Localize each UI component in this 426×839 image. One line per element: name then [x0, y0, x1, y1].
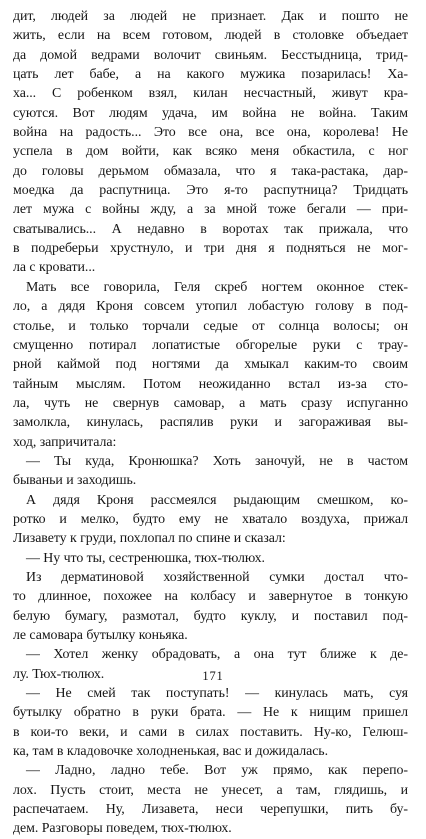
text-line: жить, если на всем готовом, людей в столовке объедает	[13, 28, 408, 44]
text-line: моедка да распутница. Это я-то распутница? Тридцать	[13, 183, 408, 199]
text-line: рной каймой под ногтями да хмыкал каким-то своим	[13, 357, 408, 373]
text-line: ло, а дядя Кроня совсем утопил лобастую голову в под-	[13, 299, 408, 315]
text-line: лу. Тюх-тюлюх.	[13, 666, 105, 682]
text-line: — Ну что ты, сестренюшка, тюх-тюлюх.	[26, 550, 265, 566]
text-line: ла с кровати...	[13, 260, 96, 276]
text-line: сватывались... А недавно в воротах так прижала, что	[13, 221, 408, 237]
text-line: столье, и только торчали седые от солнца волосы; он	[13, 318, 408, 334]
text-line: Из дерматиновой хозяйственной сумки достал что-	[26, 569, 408, 585]
text-line: ха... С робенком взял, килан несчастный, живут кра-	[13, 86, 408, 102]
text-line: лох. Пусть стоит, места не унесет, а там, глядишь, и	[13, 782, 408, 798]
text-line: то длинное, похожее на колбасу и завернутое в тонкую	[13, 589, 408, 605]
text-line: бываньи и заходишь.	[13, 473, 137, 489]
text-line: успела в дом войти, как всяко меня обкастила, с ног	[13, 144, 408, 160]
text-line: ход, запричитала:	[13, 434, 117, 450]
text-line: цать лет бабе, а на какого мужика позарилась! Ха-	[13, 67, 408, 83]
text-line: в кои-то веки, и сами в силах поставить. Ну-ко, Гелюш-	[13, 724, 408, 740]
text-line: суются. Вот людям удача, им война не война. Таким	[13, 105, 408, 121]
body-text	[13, 7, 408, 839]
text-line: тайным мыслям. Потом неожиданно встал из-за сто-	[13, 376, 408, 392]
text-line: распечатаем. Ну, Лизавета, неси черепушки, пить бу-	[13, 802, 408, 818]
text-line: ле самовара бутылку коньяка.	[13, 628, 188, 643]
text-line: — Ты куда, Кронюшка? Хоть заночуй, не в частом	[26, 453, 408, 469]
text-line: дит, людей за людей не признает. Дак и пошто не	[13, 9, 408, 24]
text-line: да домой ведрами волочит свиньям. Бесстыдница, трид-	[13, 47, 408, 63]
text-line: А дядя Кроня рассмеялся рыдающим смешком, ко-	[26, 492, 408, 508]
text-line: Мать все говорила, Геля скреб ногтем оконное стек-	[26, 279, 408, 295]
text-line: дем. Разговоры поведем, тюх-тюлюх.	[13, 821, 232, 837]
text-line: Лизавету к груди, похлопал по спине и сказал:	[13, 531, 286, 547]
text-line: ла, чуть не свернув самовар, а мать сразу испуганно	[13, 395, 408, 411]
text-line: белую бумагу, размотал, будто куклу, и поставил под-	[13, 608, 408, 624]
text-line: ротко и мелко, будто ему не хватало воздуха, прижал	[13, 511, 408, 527]
text-line: бутылку обратно в руки брата. — Не к нищим пришел	[13, 705, 408, 721]
text-line: лет мужа с войны жду, а за мной тоже бегали — при-	[13, 202, 408, 218]
text-line: — Ладно, ладно тебе. Вот уж прямо, как перепо-	[26, 763, 408, 779]
text-line: — Хотел женку обрадовать, а она тут ближе к де-	[26, 647, 408, 663]
text-line: замолкла, кинулась, распялив руки и загораживая вы-	[13, 415, 408, 431]
text-line: ка, там в кладовочке холодненькая, вас и дожидалась.	[13, 744, 329, 760]
page-number: 171	[202, 669, 224, 683]
text-line: до головы дерьмом обмазала, что я така-растака, дар-	[13, 163, 408, 179]
text-line: в подреберьи хрустнуло, и три дня я подняться не мог-	[13, 241, 408, 257]
text-line: смущенно потирал лопатистые обгорелые руки с трау-	[13, 337, 408, 353]
text-line: война на радость... Это все она, все она, королева! Не	[13, 125, 408, 141]
text-line: — Не смей так поступать! — кинулась мать, суя	[26, 686, 408, 702]
